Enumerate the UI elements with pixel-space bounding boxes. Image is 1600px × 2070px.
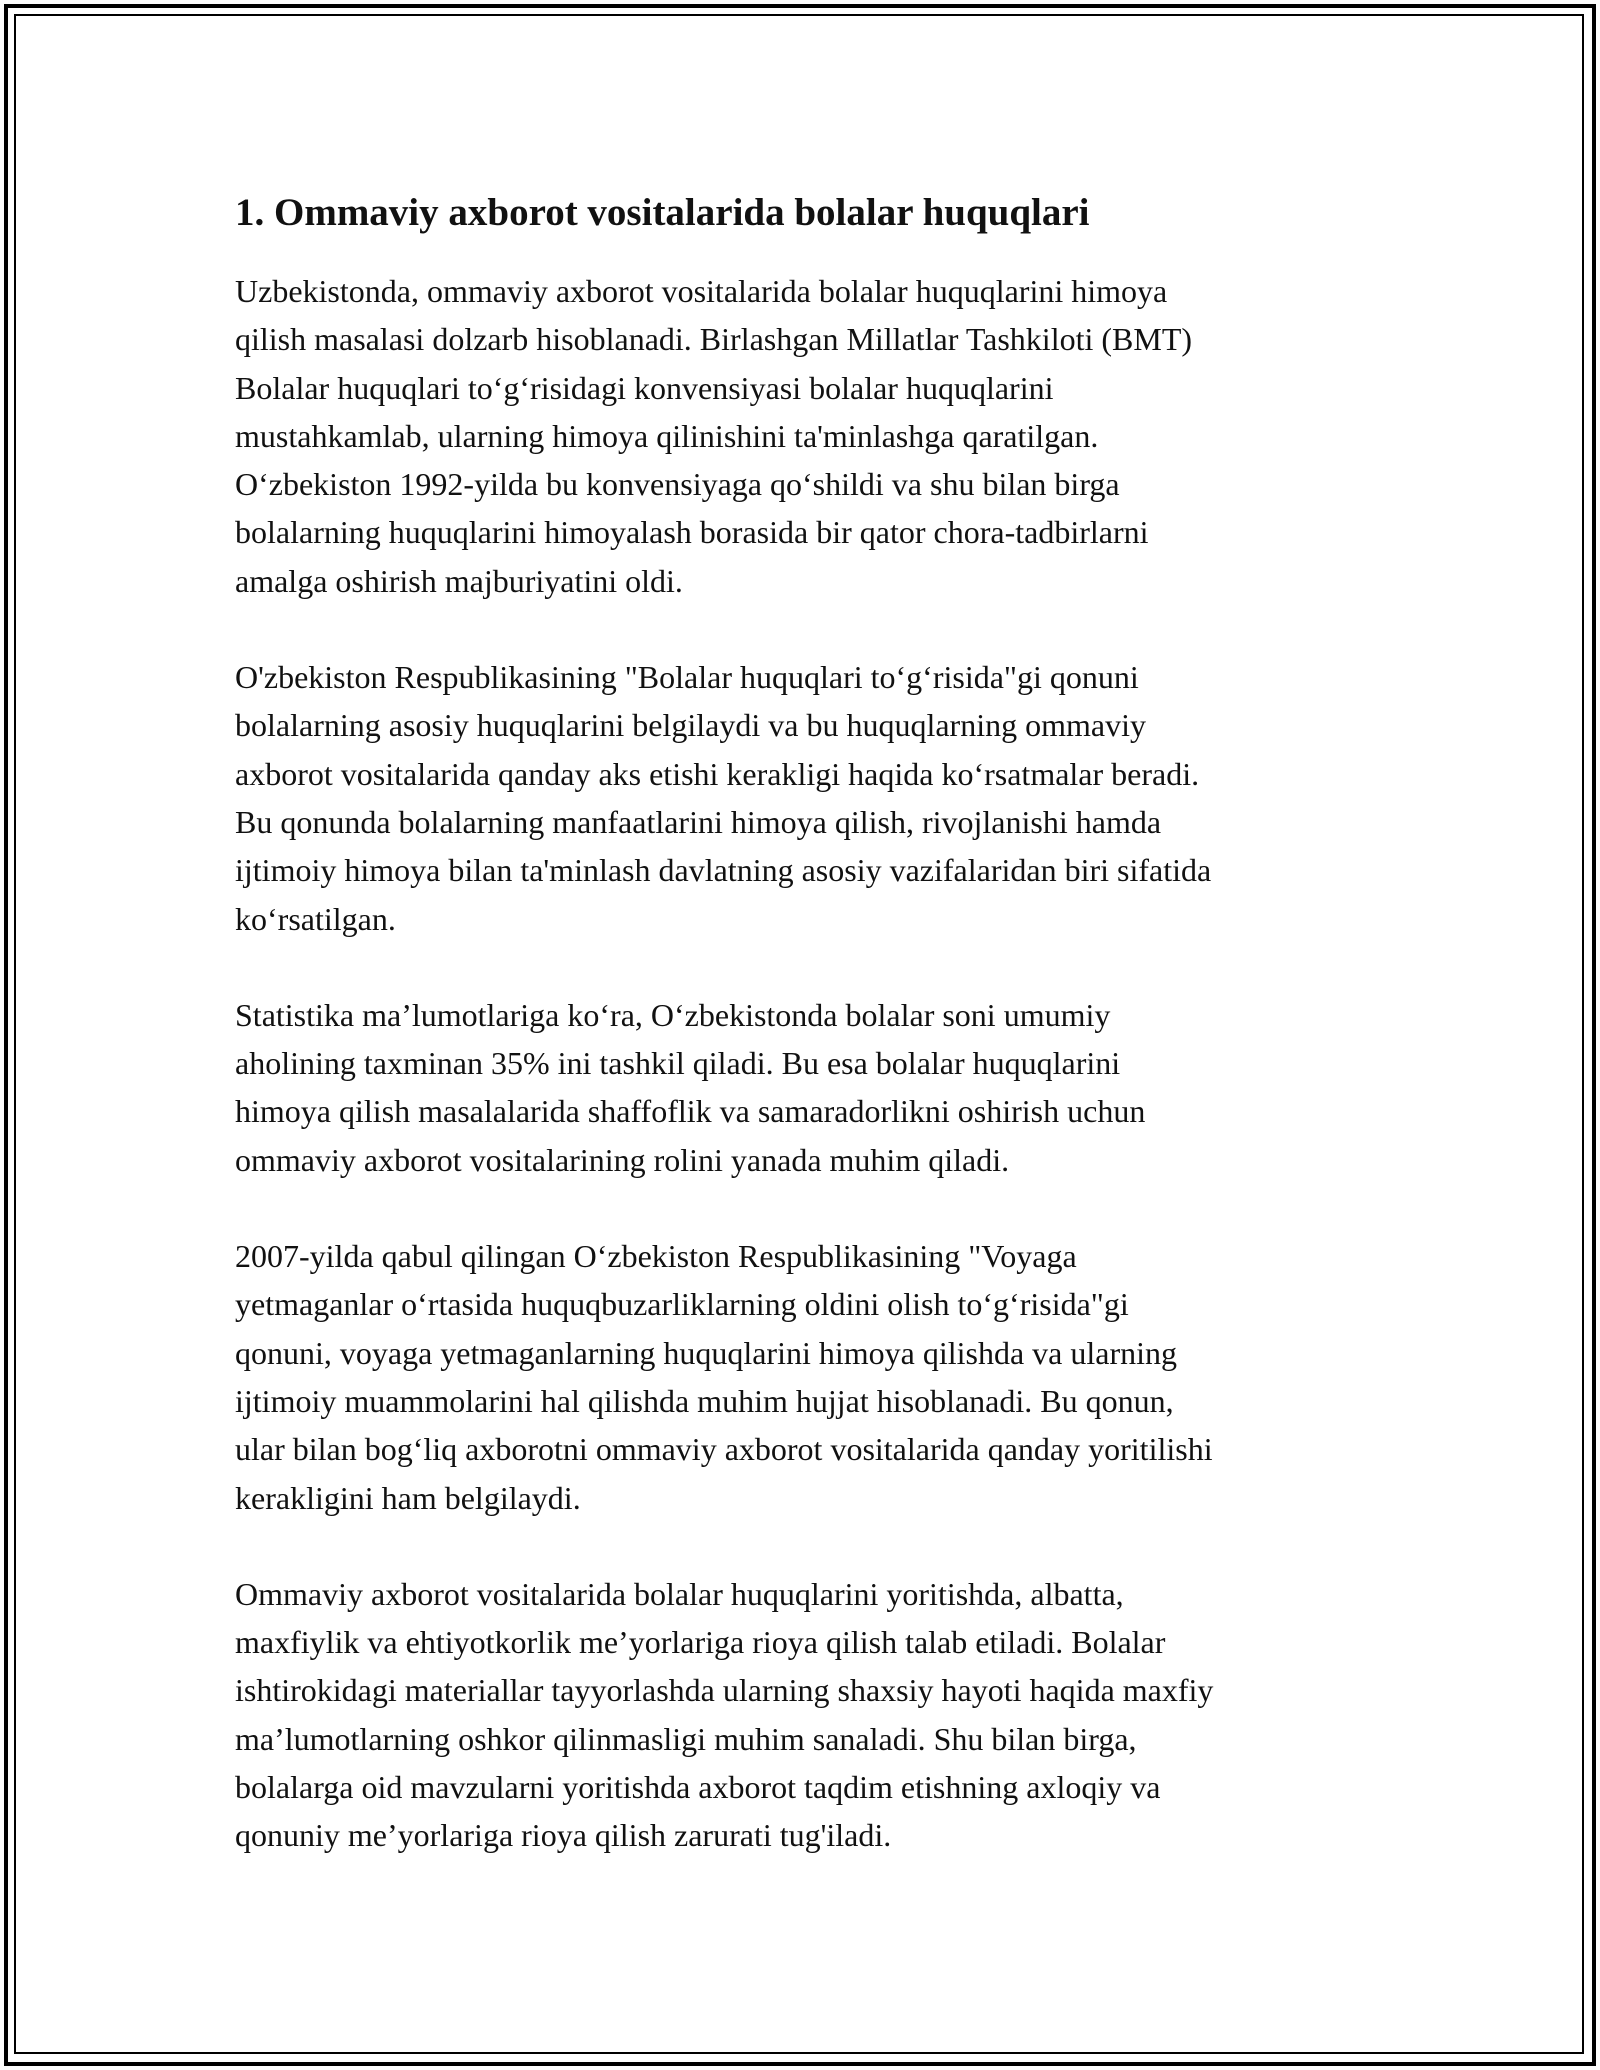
- paragraph-intro: Uzbekistonda, ommaviy axborot vositalarida bolalar huquqlarini himoya qilish masalasi dolzarb hisoblanadi. Birlashgan Millatlar Tashkiloti (BMT) Bolalar huquqlari to‘g‘risidagi konvensiyasi bolalar huquqlarini mustahkamlab, ularning himoya qilinishini ta'minlashga qaratilgan. O‘zbekiston 1992-yilda bu konvensiyaga qo‘shildi va shu bilan birga bolalarning huquqlarini himoyalash borasida bir qator chora-tadbirlarni amalga oshirish majburiyatini oldi.: [235, 273, 1193, 599]
- paragraph-law-child-rights: O'zbekiston Respublikasining "Bolalar huquqlari to‘g‘risida"gi qonuni bolalarning asosiy huquqlarini belgilaydi va bu huquqlarning ommaviy axborot vositalarida qanday aks etishi kerakligi haqida ko‘rsatmalar beradi. Bu qonunda bolalarning manfaatlarini himoya qilish, rivojlanishi hamda ijtimoiy himoya bilan ta'minlash davlatning asosiy vazifalaridan biri sifatida ko‘rsatilgan.: [235, 659, 1212, 937]
- paragraph-privacy: Ommaviy axborot vositalarida bolalar huquqlarini yoritishda, albatta, maxfiylik va ehtiyotkorlik me’yorlariga rioya qilish talab etiladi. Bolalar ishtirokidagi materiallar tayyorlashda ularning shaxsiy hayoti haqida maxfiy ma’lumotlarning oshkor qilinmasligi muhim sanaladi. Shu bilan birga, bolalarga oid mavzularni yoritishda axborot taqdim etishning axloqiy va qonuniy me’yorlariga rioya qilish zarurati tug'iladi.: [235, 1575, 1214, 1854]
- paragraph-law-2007: 2007-yilda qabul qilingan O‘zbekiston Respublikasining "Voyaga yetmaganlar o‘rtasida huquqbuzarliklarning oldini olish to‘g‘risida"gi qonuni, voyaga yetmaganlarning huquqlarini himoya qilishda va ularning ijtimoiy muammolarini hal qilishda muhim hujjat hisoblanadi. Bu qonun, ular bilan bog‘liq axborotni ommaviy axborot vositalarida qanday yoritilishi kerakligini ham belgilaydi.: [235, 1238, 1213, 1516]
- paragraph-statistics: Statistika ma’lumotlariga ko‘ra, O‘zbekistonda bolalar soni umumiy aholining taxminan 35% ini tashkil qiladi. Bu esa bolalar huquqlarini himoya qilish masalalarida shaffoflik va samaradorlikni oshirish uchun ommaviy axborot vositalarining rolini yanada muhim qiladi.: [235, 996, 1146, 1178]
- document-body: [235, 185, 1375, 1908]
- section-heading: 1. Ommaviy axborot vositalarida bolalar huquqlari: [235, 191, 1090, 234]
